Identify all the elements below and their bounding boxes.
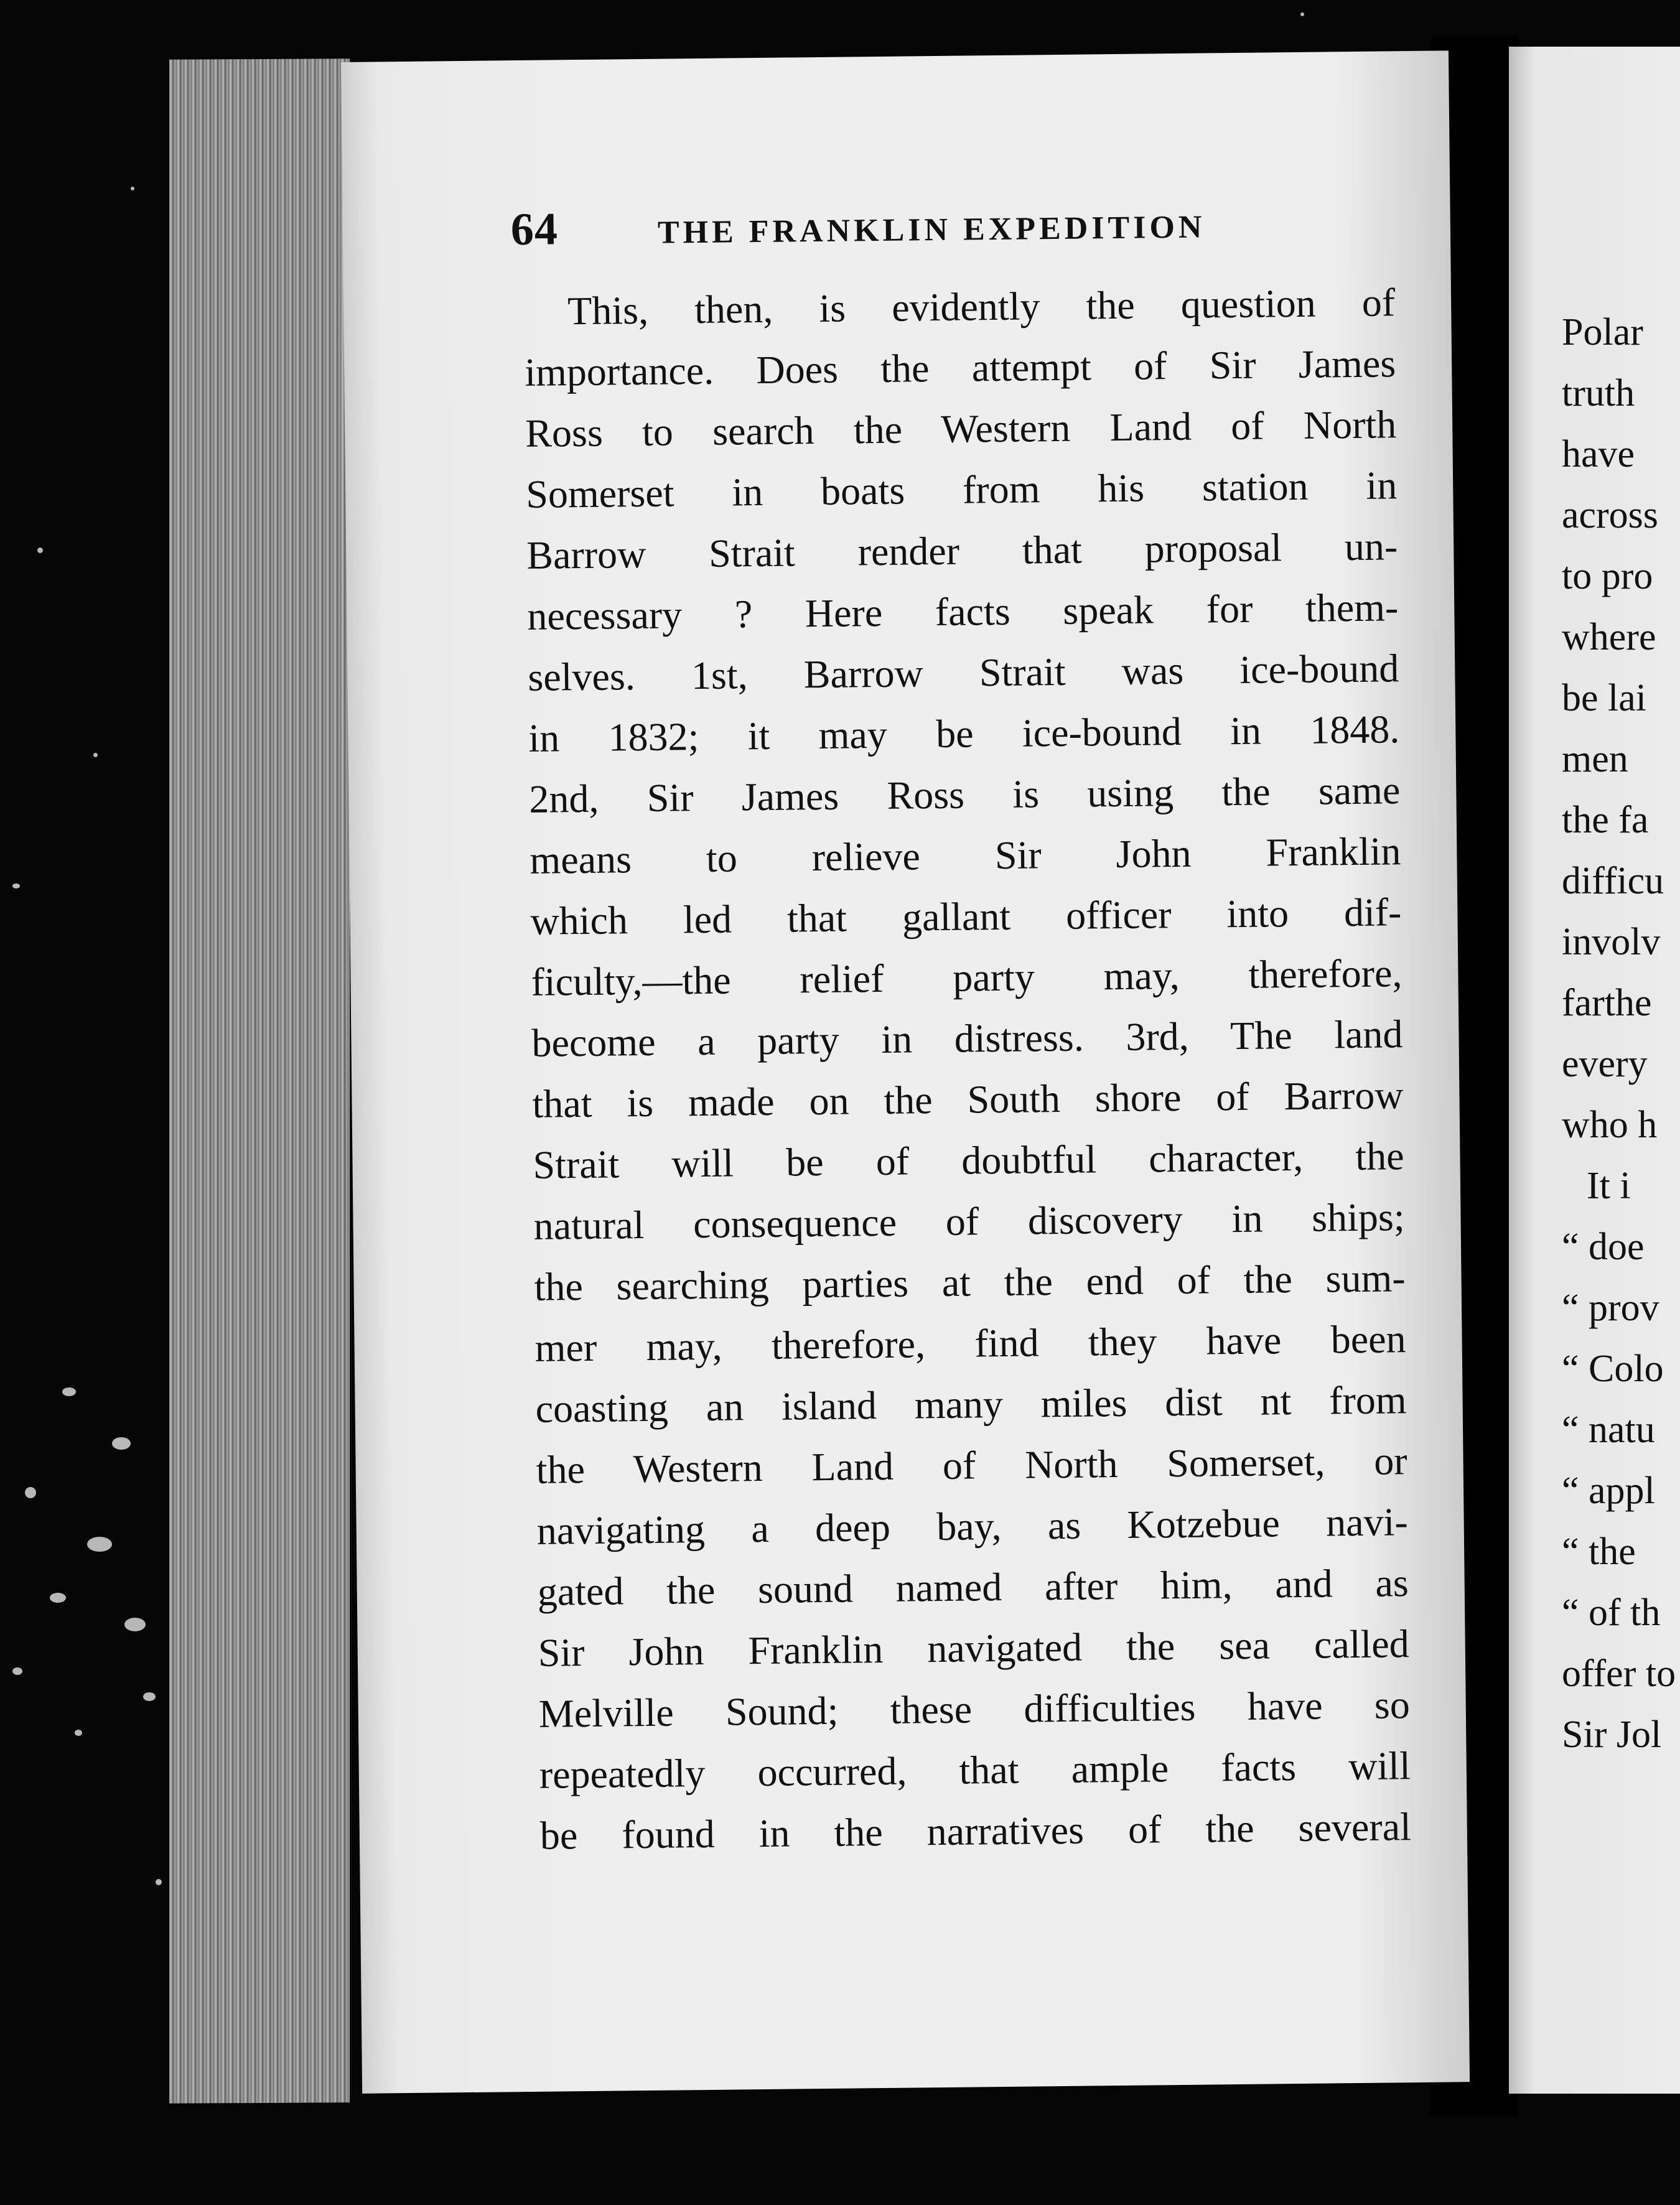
dust-speck <box>50 1593 66 1603</box>
text-line: Polar <box>1562 311 1643 353</box>
text-line: coasting an island many miles dist nt from <box>535 1378 1407 1431</box>
text-line: the searching parties at the end of the sum- <box>534 1256 1406 1309</box>
text-line: It i <box>1587 1165 1631 1207</box>
left-page <box>341 50 1470 2093</box>
page-number: 64 <box>510 203 559 256</box>
text-line: every <box>1562 1043 1648 1085</box>
text-line: which led that gallant officer into dif- <box>530 890 1402 943</box>
dust-speck <box>143 1692 156 1701</box>
text-line: Ross to search the Western Land of North <box>525 402 1397 455</box>
text-line: farthe <box>1562 982 1652 1024</box>
text-line: Melville Sound; these difficulties have so <box>538 1682 1411 1736</box>
text-line: Somerset in boats from his station in <box>525 463 1398 516</box>
text-line: Strait will be of doubtful character, the <box>533 1134 1404 1187</box>
dust-speck <box>87 1537 112 1552</box>
text-line: means to relieve Sir John Franklin <box>530 829 1401 882</box>
text-line: the fa <box>1562 799 1649 841</box>
running-head-title: THE FRANKLIN EXPEDITION <box>657 209 1206 251</box>
dust-speck <box>37 548 43 553</box>
text-line: necessary ? Here facts speak for them- <box>526 585 1399 638</box>
text-line: “ of th <box>1562 1592 1661 1634</box>
dust-speck <box>62 1387 76 1396</box>
text-line: This, then, is evidently the question of <box>567 280 1396 333</box>
text-line: involv <box>1562 921 1661 963</box>
text-line: ficulty,—the relief party may, therefore, <box>531 951 1402 1004</box>
text-line: truth <box>1562 372 1635 414</box>
dust-speck <box>156 1879 162 1885</box>
body-text <box>524 272 1412 1867</box>
dust-speck <box>12 883 20 888</box>
text-line: across <box>1562 494 1658 536</box>
text-line: have <box>1562 433 1635 475</box>
dust-speck <box>131 187 134 190</box>
text-line: “ prov <box>1562 1287 1659 1329</box>
right-page-partial <box>1509 47 1680 2094</box>
text-line: “ appl <box>1562 1470 1655 1512</box>
text-line: to pro <box>1562 555 1653 597</box>
dust-speck <box>25 1487 36 1498</box>
dust-speck <box>124 1618 146 1631</box>
text-line: repeatedly occurred, that ample facts will <box>539 1743 1411 1797</box>
text-line: importance. Does the attempt of Sir James <box>524 341 1396 394</box>
dust-speck <box>1300 12 1304 16</box>
text-line: navigating a deep bay, as Kotzebue navi- <box>536 1499 1409 1553</box>
text-line: gated the sound named after him, and as <box>537 1560 1409 1614</box>
dust-speck <box>93 753 98 757</box>
text-line: become a party in distress. 3rd, The land <box>531 1012 1403 1065</box>
text-line: “ Colo <box>1562 1348 1664 1390</box>
text-line: selves. 1st, Barrow Strait was ice-bound <box>527 646 1399 699</box>
text-line: difficu <box>1562 860 1664 902</box>
dust-speck <box>112 1437 131 1450</box>
text-line: where <box>1562 616 1656 658</box>
dust-speck <box>75 1730 82 1736</box>
text-line: in 1832; it may be ice-bound in 1848. <box>528 707 1400 760</box>
dust-speck <box>12 1667 22 1675</box>
text-line: be lai <box>1562 677 1646 719</box>
right-body-text <box>1562 302 1680 1765</box>
text-line: that is made on the South shore of Barrow <box>532 1073 1404 1126</box>
text-line: natural consequence of discovery in ships; <box>533 1195 1405 1248</box>
text-line: “ doe <box>1562 1226 1645 1268</box>
text-line: Barrow Strait render that proposal un- <box>526 524 1398 577</box>
text-line: 2nd, Sir James Ross is using the same <box>529 768 1401 821</box>
running-head <box>510 195 1320 257</box>
stacked-page-edges <box>169 58 350 2104</box>
text-line: men <box>1562 738 1628 780</box>
text-line: “ natu <box>1562 1409 1655 1451</box>
text-line: Sir Jol <box>1562 1713 1662 1756</box>
text-line: the Western Land of North Somerset, or <box>536 1438 1408 1492</box>
text-line: offer to <box>1562 1653 1676 1695</box>
text-line: who h <box>1562 1104 1658 1146</box>
text-line: “ the <box>1562 1531 1636 1573</box>
text-line: be found in the narratives of the several <box>539 1804 1412 1858</box>
text-line: mer may, therefore, find they have been <box>534 1317 1406 1370</box>
text-line: Sir John Franklin navigated the sea called <box>538 1621 1410 1675</box>
